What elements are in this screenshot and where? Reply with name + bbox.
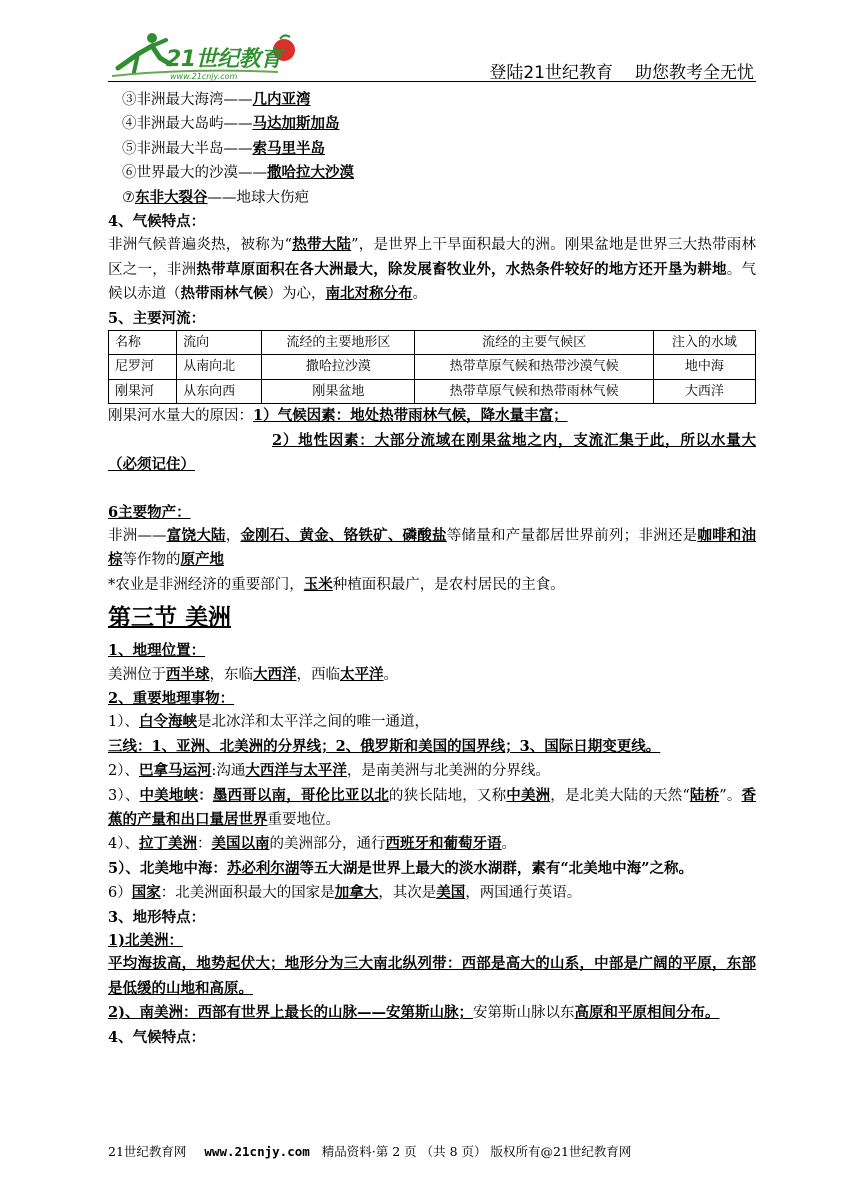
table-row [109, 379, 756, 403]
page-footer [108, 1142, 756, 1160]
fact-item: ④非洲最大岛屿——马达加斯加岛 [122, 115, 340, 133]
item-isthmus: 3）、中美地峡：墨西哥以南，哥伦比亚以北的狭长陆地，又称中美洲，是北美大陆的天然“陆桥”。香蕉的产量和出口量居世界重要地位。 [108, 786, 757, 828]
climate-heading: 4、气候特点： [108, 213, 206, 231]
table-header-cell: 注入的水域 [653, 331, 755, 355]
table-header-cell: 流经的主要气候区 [415, 331, 653, 355]
things-heading: 2、重要地理事物： [108, 689, 235, 707]
table-cell: 大西洋 [653, 379, 755, 403]
table-cell: 从东向西 [177, 379, 262, 403]
item-countries: 6）国家：北美洲面积最大的国家是加拿大，其次是美国，两国通行英语。 [108, 884, 582, 902]
fact-item: ⑥世界最大的沙漠——撒哈拉大沙漠 [122, 164, 354, 182]
na-heading: 1)北美洲： [108, 932, 183, 949]
geo-heading: 1、地理位置： [108, 642, 206, 660]
table-cell: 刚果河 [109, 379, 177, 403]
slogan-2: 助您教考全无忧 [635, 63, 754, 83]
item-latin: 4）、拉丁美洲：美国以南的美洲部分，通行西班牙和葡萄牙语。 [108, 835, 516, 853]
agriculture-note: *农业是非洲经济的重要部门，玉米种植面积最广，是农村居民的主食。 [108, 575, 565, 593]
river-reason-1: 刚果河水量大的原因：1）气候因素：地处热带雨林气候，降水量丰富； [108, 407, 568, 425]
climate2-heading: 4、气候特点： [108, 1028, 206, 1046]
logo [108, 28, 308, 82]
table-cell: 地中海 [653, 355, 755, 379]
fact-item: ③非洲最大海湾——几内亚湾 [122, 91, 311, 108]
table-cell: 热带草原气候和热带雨林气候 [415, 379, 653, 403]
table-header-cell: 流向 [177, 331, 262, 355]
rivers-table [108, 330, 756, 404]
item-panama: 2）、巴拿马运河:沟通大西洋与太平洋，是南美洲与北美洲的分界线。 [108, 762, 550, 780]
fact-item: ⑤非洲最大半岛——索马里半岛 [122, 139, 325, 157]
slogan-1: 登陆21世纪教育 [489, 63, 613, 83]
table-cell: 热带草原气候和热带沙漠气候 [415, 355, 653, 379]
item-bering: 1）、白令海峡是北冰洋和太平洋之间的唯一通道， [108, 713, 429, 731]
page-content [108, 88, 756, 1049]
fact-item: ⑦东非大裂谷——地球大伤疤 [122, 188, 309, 206]
header-rule [108, 81, 756, 82]
footer-site: www.21cnjy.com [204, 1144, 310, 1159]
spacer [108, 478, 756, 501]
geo-text: 美洲位于西半球，东临大西洋，西临太平洋。 [108, 665, 398, 683]
table-header-cell: 名称 [109, 331, 177, 355]
table-cell: 从南向北 [177, 355, 262, 379]
river-reason-2: 2）地性因素：大部分流域在刚果盆地之内，支流汇集于此，所以水量大（必须记住） [108, 431, 756, 474]
products-heading: 6主要物产： [108, 503, 191, 521]
na-text: 平均海拔高，地势起伏大；地形分为三大南北纵列带：西部是高大的山系，中部是广阔的平原，东部是低缓的山地和高原。 [108, 955, 756, 997]
table-cell: 撒哈拉沙漠 [262, 355, 415, 379]
footer-right: 精品资料·第 2 页 （共 8 页） 版权所有@21世纪教育网 [321, 1144, 632, 1159]
table-cell: 尼罗河 [109, 355, 177, 379]
table-row [109, 355, 756, 379]
footer-left: 21世纪教育网 [108, 1144, 187, 1159]
page-header [108, 28, 756, 84]
logo-url: www.21cnjy.com [170, 72, 238, 81]
header-slogan [467, 58, 754, 83]
terrain-heading: 3、地形特点： [108, 908, 206, 926]
sa-text: 2)、南美洲：西部有世界上最长的山脉——安第斯山脉；安第斯山脉以东高原和平原相间分布。 [108, 1004, 720, 1022]
table-cell: 刚果盆地 [262, 379, 415, 403]
climate-paragraph: 非洲气候普遍炎热，被称为“热带大陆”，是世界上干旱面积最大的洲。刚果盆地是世界三大热带雨林区之一，非洲热带草原面积在各大洲最大，除发展畜牧业外，水热条件较好的地方还开垦为耕地。气候以赤道（热带雨林气候）为心，南北对称分布。 [108, 236, 757, 303]
table-header-cell: 流经的主要地形区 [262, 331, 415, 355]
item-three-lines: 三线：1、亚洲、北美洲的分界线；2、俄罗斯和美国的国界线；3、国际日期变更线。 [108, 737, 661, 755]
table-header-row [109, 331, 756, 355]
rivers-heading: 5、主要河流： [108, 309, 206, 327]
products-paragraph: 非洲——富饶大陆，金刚石、黄金、铬铁矿、磷酸盐等储量和产量都居世界前列；非洲还是咖啡和油棕等作物的原产地 [108, 526, 757, 569]
item-great-lakes: 5）、北美地中海：苏必利尔湖等五大湖是世界上最大的淡水湖群，素有“北美地中海”之称。 [108, 859, 694, 877]
logo-text: 21世纪教育 [166, 47, 282, 72]
section-title: 第三节 美洲 [108, 604, 232, 632]
